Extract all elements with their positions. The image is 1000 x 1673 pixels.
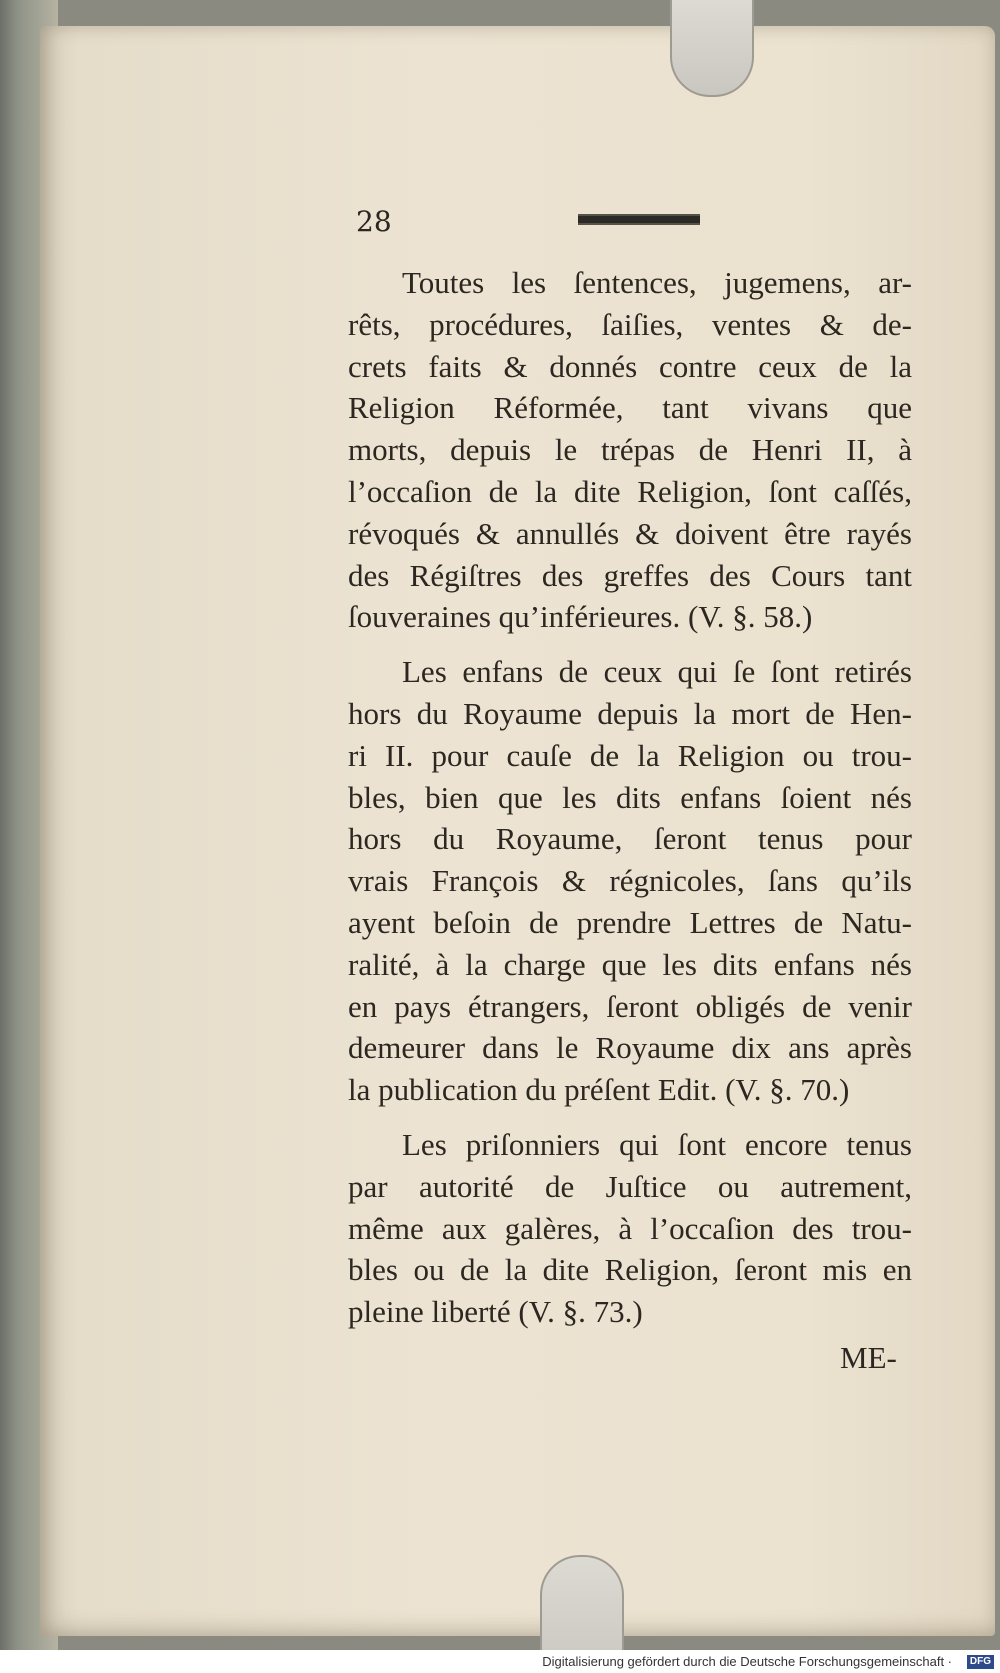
text-line: Toutes les ſentences, jugemens, ar-	[402, 265, 912, 300]
text-line: révoqués & annullés & doivent être rayés	[348, 515, 912, 551]
text-line: des Régiſtres des greffes des Cours tant	[348, 557, 912, 593]
text-line: bles, bien que les dits enfans ſoient nés	[348, 779, 912, 815]
text-line: même aux galères, à l’occaſion des trou-	[348, 1210, 912, 1246]
paragraph	[348, 1124, 912, 1333]
text-line: hors du Royaume, ſeront tenus pour	[348, 821, 912, 857]
text-line: l’occaſion de la dite Religion, ſont caſſés,	[348, 473, 912, 509]
text-line: ayent beſoin de prendre Lettres de Natu-	[348, 904, 912, 940]
text-line: morts, depuis le trépas de Henri II, à	[348, 432, 912, 468]
text-line: pleine liberté (V. §. 73.)	[348, 1294, 643, 1330]
text-line: ralité, à la charge que les dits enfans nés	[348, 946, 912, 982]
text-line: Religion Réformée, tant vivans que	[348, 390, 912, 426]
text-line: hors du Royaume depuis la mort de Hen-	[348, 695, 912, 731]
paragraph	[348, 262, 912, 638]
text-line: demeurer dans le Royaume dix ans après	[348, 1030, 912, 1066]
text-line: bles ou de la dite Religion, ſeront mis en	[348, 1252, 912, 1288]
paragraph	[348, 651, 912, 1111]
text-line: crets faits & donnés contre ceux de la	[348, 348, 912, 384]
header-ornament-rule	[578, 214, 700, 225]
text-line: la publication du préſent Edit. (V. §. 70.)	[348, 1072, 850, 1108]
digitization-credit: Digitalisierung gefördert durch die Deutsche Forschungsgemeinschaft ·	[542, 1654, 952, 1669]
dfg-logo: DFG	[967, 1655, 994, 1669]
body-text	[348, 262, 912, 1333]
text-line: ſouveraines qu’inférieures. (V. §. 58.)	[348, 599, 813, 635]
top-page-clip	[670, 0, 754, 97]
text-line: vrais François & régnicoles, ſans qu’ils	[348, 863, 912, 899]
text-line: Les priſonniers qui ſont encore tenus	[402, 1126, 912, 1162]
text-line: par autorité de Juſtice ou autrement,	[348, 1168, 912, 1204]
text-line: Les enfans de ceux qui ſe ſont retirés	[402, 654, 912, 690]
text-line: rêts, procédures, ſaiſies, ventes & de-	[348, 306, 912, 342]
page-number: 28	[356, 205, 392, 238]
text-line: ri II. pour cauſe de la Religion ou trou-	[348, 737, 912, 773]
catchword: ME-	[840, 1340, 897, 1375]
text-line: en pays étrangers, ſeront obligés de venir	[348, 988, 912, 1024]
